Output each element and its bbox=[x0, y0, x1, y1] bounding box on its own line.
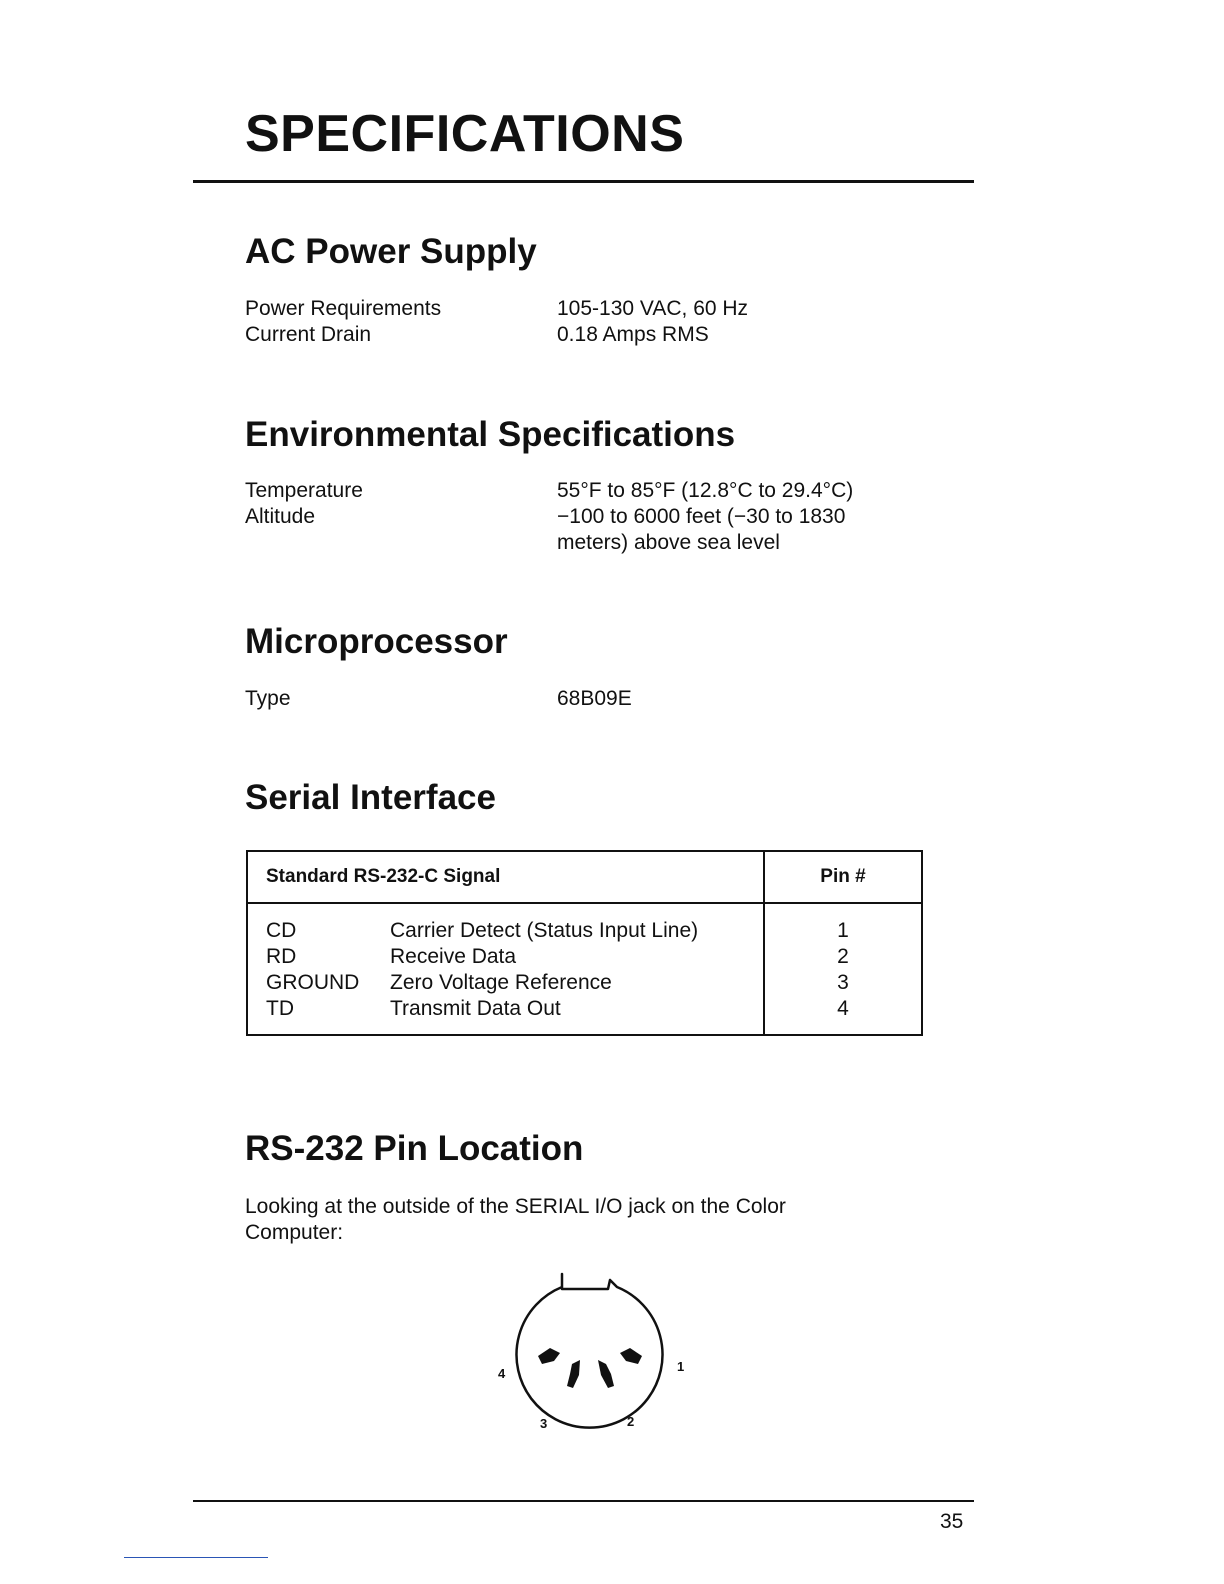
signal-code: CD bbox=[266, 919, 297, 942]
spec-label: Power Requirements bbox=[245, 297, 442, 320]
environmental-heading: Environmental Specifications bbox=[245, 415, 736, 454]
serial-signal-table bbox=[246, 850, 923, 1036]
page-number: 35 bbox=[940, 1510, 964, 1533]
serial-heading: Serial Interface bbox=[245, 778, 496, 817]
signal-cell bbox=[247, 903, 764, 1035]
pin-number: 3 bbox=[837, 971, 849, 994]
pin-location-heading: RS-232 Pin Location bbox=[245, 1129, 584, 1168]
title-rule bbox=[193, 180, 974, 183]
pin-1-label: 1 bbox=[677, 1359, 685, 1374]
pin-column-header: Pin # bbox=[764, 851, 922, 903]
pin-4-label: 4 bbox=[498, 1366, 506, 1381]
connector-outline bbox=[517, 1274, 663, 1428]
pin-location-description: Looking at the outside of the SERIAL I/O jack on the Color Computer: bbox=[245, 1195, 786, 1244]
signal-code: TD bbox=[266, 997, 294, 1020]
signal-description: Receive Data bbox=[390, 945, 517, 968]
microprocessor-heading: Microprocessor bbox=[245, 622, 508, 661]
pin-3-label: 3 bbox=[540, 1416, 548, 1431]
pin-1-contact bbox=[620, 1348, 642, 1364]
table-row bbox=[266, 944, 745, 970]
signal-column-header: Standard RS-232-C Signal bbox=[247, 851, 764, 903]
signal-description: Carrier Detect (Status Input Line) bbox=[390, 919, 699, 942]
spec-label: Type bbox=[245, 687, 291, 710]
table-row bbox=[266, 918, 745, 944]
pin-4-contact bbox=[538, 1348, 560, 1364]
spec-value: 105-130 VAC, 60 Hz bbox=[557, 297, 749, 320]
table-header-row bbox=[247, 851, 922, 903]
signal-code: GROUND bbox=[266, 971, 360, 994]
spec-value: 0.18 Amps RMS bbox=[557, 323, 709, 346]
table-row bbox=[266, 996, 745, 1022]
spec-label: Temperature bbox=[245, 479, 363, 502]
footer-rule bbox=[193, 1500, 974, 1502]
signal-description: Zero Voltage Reference bbox=[390, 971, 612, 994]
pin-number: 2 bbox=[837, 945, 849, 968]
table-row bbox=[266, 970, 745, 996]
din-connector-diagram bbox=[480, 1260, 700, 1440]
signal-description: Transmit Data Out bbox=[390, 997, 561, 1020]
ac-power-heading: AC Power Supply bbox=[245, 232, 537, 271]
pin-cell bbox=[764, 903, 922, 1035]
pin-2-contact bbox=[598, 1360, 614, 1388]
spec-value: 55°F to 85°F (12.8°C to 29.4°C) bbox=[557, 479, 854, 502]
spec-label: Altitude bbox=[245, 505, 316, 528]
signal-code: RD bbox=[266, 945, 297, 968]
spec-value: 68B09E bbox=[557, 687, 632, 710]
pin-2-label: 2 bbox=[627, 1414, 635, 1429]
spec-value: −100 to 6000 feet (−30 to 1830 meters) above sea level bbox=[557, 505, 846, 554]
footer-link-underline bbox=[124, 1557, 268, 1558]
page-title: SPECIFICATIONS bbox=[245, 105, 685, 163]
spec-label: Current Drain bbox=[245, 323, 372, 346]
pin-number: 4 bbox=[837, 997, 849, 1020]
pin-3-contact bbox=[567, 1360, 580, 1388]
pin-number: 1 bbox=[837, 919, 849, 942]
connector-pins bbox=[538, 1348, 642, 1388]
table-body-row bbox=[247, 903, 922, 1035]
